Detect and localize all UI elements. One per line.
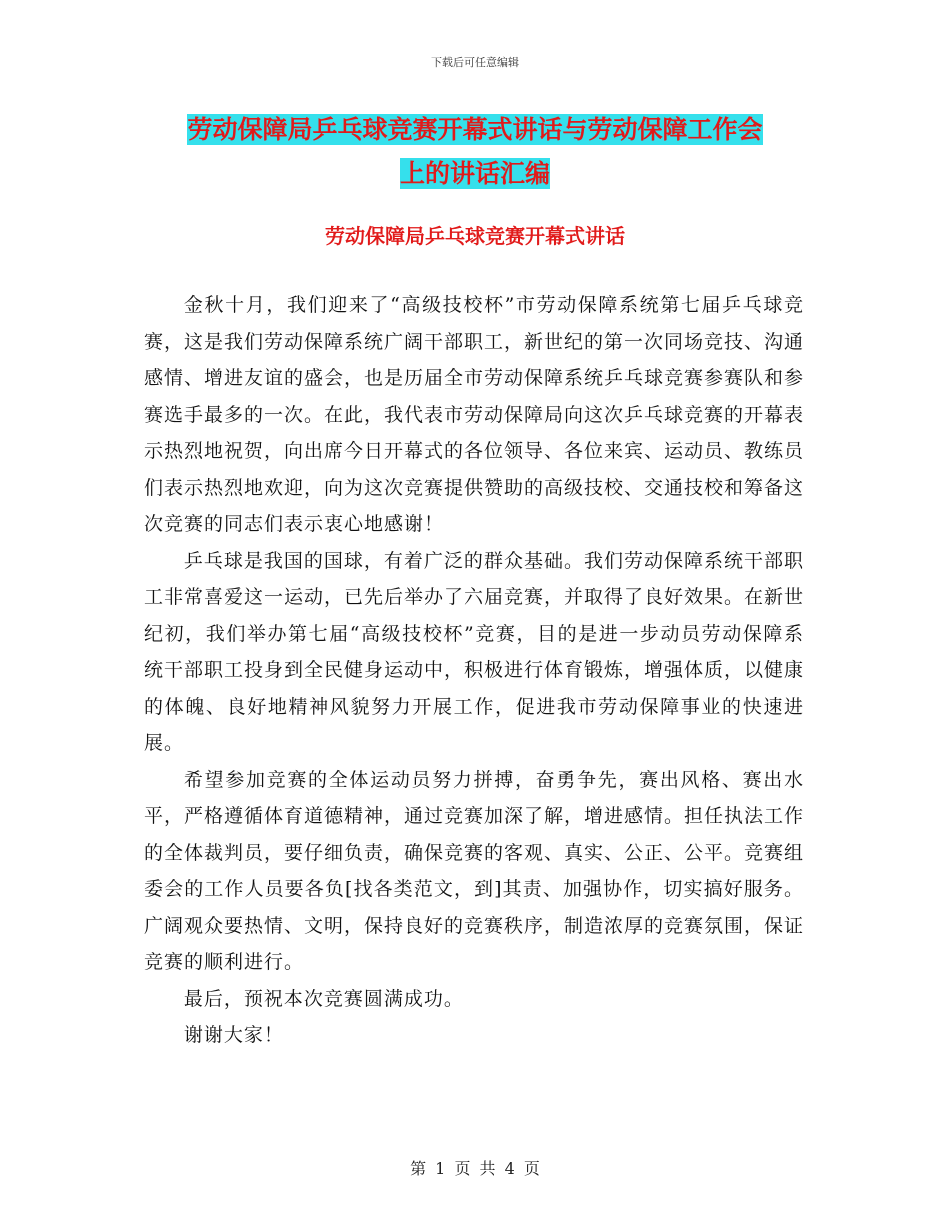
paragraph: 最后，预祝本次竞赛圆满成功。 (183, 987, 464, 1010)
document-title-line-1: 劳动保障局乒乓球竞赛开幕式讲话与劳动保障工作会 (187, 115, 763, 144)
paragraph: 谢谢大家！ (183, 1024, 284, 1046)
document-title-line-2: 上的讲话汇编 (399, 159, 550, 188)
paragraph: 金秋十月，我们迎来了“高级技校杯”市劳动保障系统第七届乒乓球竞赛，这是我们劳动保障系统广阔干部职工，新世纪的第一次同场竞技、沟通感情、增进友谊的盛会，也是历届全市劳动保障系统乒乓球竞赛参赛队和参赛选手最多的一次。在此，我代表市劳动保障局向这次乒乓球竞赛的开幕表示热烈地祝贺，向出席今日开幕式的各位领导、各位来宾、运动员、教练员们表示热烈地欢迎，向为这次竞赛提供赞助的高级技校、交通技校和筹备这次竞赛的同志们表示衷心地感谢！ (144, 294, 805, 535)
page-footer: 第 1 页 共 4 页 (410, 1159, 540, 1178)
header-note: 下载后可任意编辑 (431, 56, 519, 69)
document-title (140, 108, 810, 196)
document-body (144, 287, 804, 1054)
paragraph: 乒乓球是我国的国球，有着广泛的群众基础。我们劳动保障系统干部职工非常喜爱这一运动，已先后举办了六届竞赛，并取得了良好效果。在新世纪初，我们举办第七届“高级技校杯”竞赛，目的是进一步动员劳动保障系统干部职工投身到全民健身运动中，积极进行体育锻炼，增强体质，以健康的体魄、良好地精神风貌努力开展工作，促进我市劳动保障事业的快速进展。 (144, 549, 805, 754)
section-title: 劳动保障局乒乓球竞赛开幕式讲话 (325, 224, 625, 248)
paragraph: 希望参加竞赛的全体运动员努力拼搏，奋勇争先，赛出风格、赛出水平，严格遵循体育道德精神，通过竞赛加深了解，增进感情。担任执法工作的全体裁判员，要仔细负责，确保竞赛的客观、真实、公正、公平。竞赛组委会的工作人员要各负[找各类范文，到]其责、加强协作，切实搞好服务。广阔观众要热情、文明，保持良好的竞赛秩序，制造浓厚的竞赛氛围，保证竞赛的顺利进行。 (144, 768, 805, 973)
